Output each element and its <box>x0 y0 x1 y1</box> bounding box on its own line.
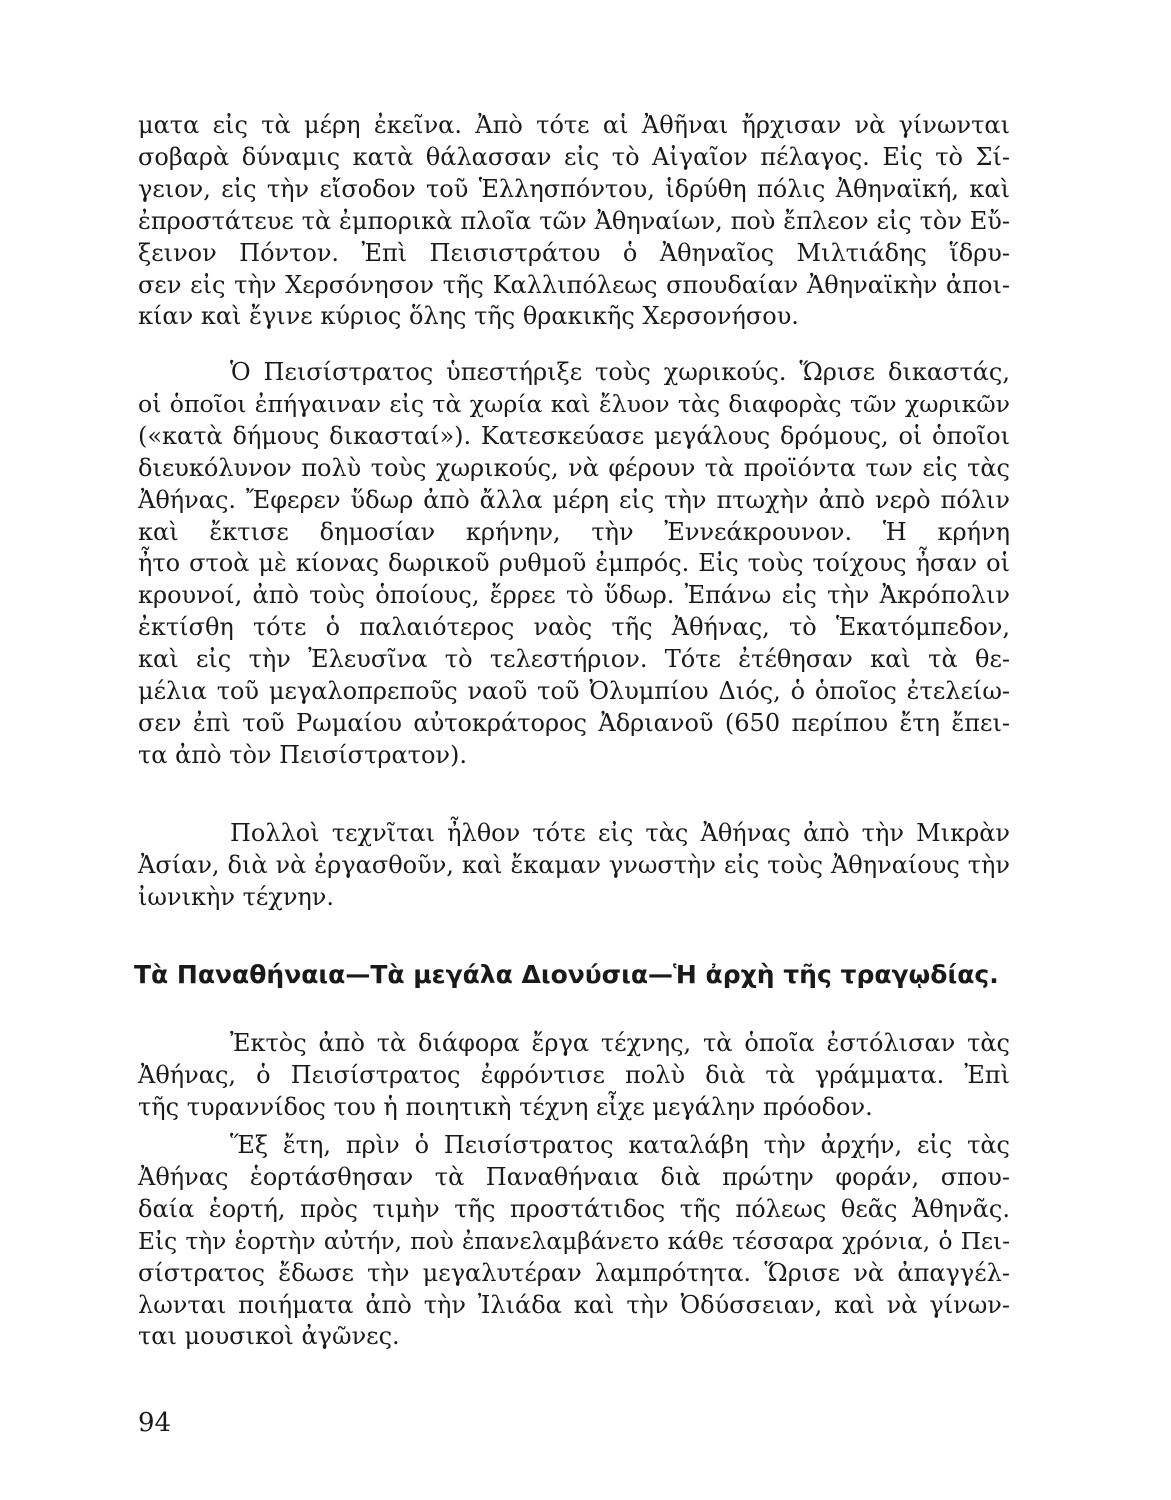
text-line: δαία ἑορτή, πρὸς τιμὴν τῆς προστάτιδος τῆς πόλεως θεᾶς Ἀθηνᾶς. <box>138 1194 1010 1223</box>
text-line: Εἰς τὴν ἑορτὴν αὐτήν, ποὺ ἐπανελαμβάνετο κάθε τέσσαρα χρόνια, ὁ Πει- <box>138 1227 1010 1255</box>
text-line: ἰωνικὴν τέχνην. <box>138 882 335 911</box>
text-line: Ὁ Πεισίστρατος ὑπεστήριξε τοὺς χωρικούς. Ὥρισε δικαστάς, <box>230 358 1010 386</box>
text-line: σεν ἐπὶ τοῦ Ρωμαίου αὐτοκράτορος Ἀδριανοῦ (650 περίπου ἔτη ἔπει- <box>138 708 1010 737</box>
text-line: κίαν καὶ ἔγινε κύριος ὅλης τῆς θρακικῆς Χερσονήσου. <box>138 302 799 331</box>
paragraph-panathenaea <box>138 1130 1010 1353</box>
text-line: Ἀθήνας, ὁ Πεισίστρατος ἐφρόντισε πολὺ διὰ τὰ γράμματα. Ἐπὶ <box>138 1060 1010 1089</box>
text-line: διευκόλυνον πολὺ τοὺς χωρικούς, νὰ φέρουν τὰ προϊόντα των εἰς τὰς <box>138 453 1010 482</box>
text-line: λωνται ποιήματα ἀπὸ τὴν Ἰλιάδα καὶ τὴν Ὀδύσσειαν, καὶ νὰ γίνων- <box>138 1290 1010 1319</box>
text-line: («κατὰ δήμους δικασταί»). Κατεσκεύασε μεγάλους δρόμους, οἱ ὁποῖοι <box>138 421 1010 450</box>
paragraph-poetry-progress <box>138 1028 1010 1124</box>
section-heading: Τὰ Παναθήναια—Τὰ μεγάλα Διονύσια—Ἡ ἀρχὴ τῆς τραγῳδίας. <box>134 960 999 989</box>
text-line: μέλια τοῦ μεγαλοπρεποῦς ναοῦ τοῦ Ὀλυμπίου Διός, ὁ ὁποῖος ἐτελείω- <box>138 677 1010 706</box>
paragraph-ionian-craftsmen <box>138 818 1010 914</box>
text-line: ξεινον Πόντον. Ἐπὶ Πεισιστράτου ὁ Ἀθηναῖος Μιλτιάδης ἵδρυ- <box>138 238 1010 267</box>
text-line: κρουνοί, ἀπὸ τοὺς ὁποίους, ἔρρεε τὸ ὕδωρ. Ἐπάνω εἰς τὴν Ἀκρόπολιν <box>138 581 1010 610</box>
page-number: 94 <box>138 1408 172 1438</box>
text-line: Ἀσίαν, διὰ νὰ ἐργασθοῦν, καὶ ἔκαμαν γνωστὴν εἰς τοὺς Ἀθηναίους τὴν <box>138 850 1010 879</box>
text-line: σεν εἰς τὴν Χερσόνησον τῆς Καλλιπόλεως σπουδαίαν Ἀθηναϊκὴν ἀποι- <box>138 270 1010 299</box>
paragraph-athenian-naval-power <box>138 110 1010 333</box>
text-line: σοβαρὰ δύναμις κατὰ θάλασσαν εἰς τὸ Αἰγαῖον πέλαγος. Εἰς τὸ Σί- <box>138 142 1010 171</box>
text-line: Ἐκτὸς ἀπὸ τὰ διάφορα ἔργα τέχνης, τὰ ὁποῖα ἐστόλισαν τὰς <box>230 1029 1010 1057</box>
text-line: καὶ εἰς τὴν Ἐλευσῖνα τὸ τελεστήριον. Τότε ἐτέθησαν καὶ τὰ θε- <box>138 645 1010 674</box>
text-line: Ἀθήνας ἑορτάσθησαν τὰ Παναθήναια διὰ πρώτην φοράν, σπου- <box>138 1162 1010 1191</box>
text-line: Πολλοὶ τεχνῖται ἦλθον τότε εἰς τὰς Ἀθήνας ἀπὸ τὴν Μικρὰν <box>230 819 1010 847</box>
text-line: σίστρατος ἔδωσε τὴν μεγαλυτέραν λαμπρότητα. Ὥρισε νὰ ἀπαγγέλ- <box>138 1258 1010 1287</box>
text-line: καὶ ἔκτισε δημοσίαν κρήνην, τὴν Ἐννεάκρουνον. Ἡ κρήνη <box>138 517 1010 546</box>
text-line: γειον, εἰς τὴν εἴσοδον τοῦ Ἑλλησπόντου, ἱδρύθη πόλις Ἀθηναϊκή, καὶ <box>138 174 1010 203</box>
text-line: ἐπροστάτευε τὰ ἐμπορικὰ πλοῖα τῶν Ἀθηναίων, ποὺ ἔπλεον εἰς τὸν Εὔ- <box>138 206 1010 235</box>
text-line: ται μουσικοὶ ἀγῶνες. <box>138 1322 400 1351</box>
text-line: τα ἀπὸ τὸν Πεισίστρατον). <box>138 740 467 769</box>
text-line: ἦτο στοὰ μὲ κίονας δωρικοῦ ρυθμοῦ ἐμπρός. Εἰς τοὺς τοίχους ἦσαν οἱ <box>138 549 1010 578</box>
text-line: Ἕξ ἔτη, πρὶν ὁ Πεισίστρατος καταλάβη τὴν ἀρχήν, εἰς τὰς <box>230 1131 1010 1159</box>
text-line: τῆς τυραννίδος του ἡ ποιητικὴ τέχνη εἶχε μεγάλην πρόοδον. <box>138 1092 873 1121</box>
paragraph-peisistratos-works <box>138 357 1010 772</box>
text-line: ματα εἰς τὰ μέρη ἐκεῖνα. Ἀπὸ τότε αἱ Ἀθῆναι ἤρχισαν νὰ γίνωνται <box>138 111 1010 139</box>
text-line: ἐκτίσθη τότε ὁ παλαιότερος ναὸς τῆς Ἀθήνας, τὸ Ἑκατόμπεδον, <box>138 613 1010 642</box>
text-line: οἱ ὁποῖοι ἐπήγαιναν εἰς τὰ χωρία καὶ ἔλυον τὰς διαφορὰς τῶν χωρικῶν <box>138 389 1010 418</box>
text-line: Ἀθήνας. Ἔφερεν ὕδωρ ἀπὸ ἄλλα μέρη εἰς τὴν πτωχὴν ἀπὸ νερὸ πόλιν <box>138 485 1010 514</box>
